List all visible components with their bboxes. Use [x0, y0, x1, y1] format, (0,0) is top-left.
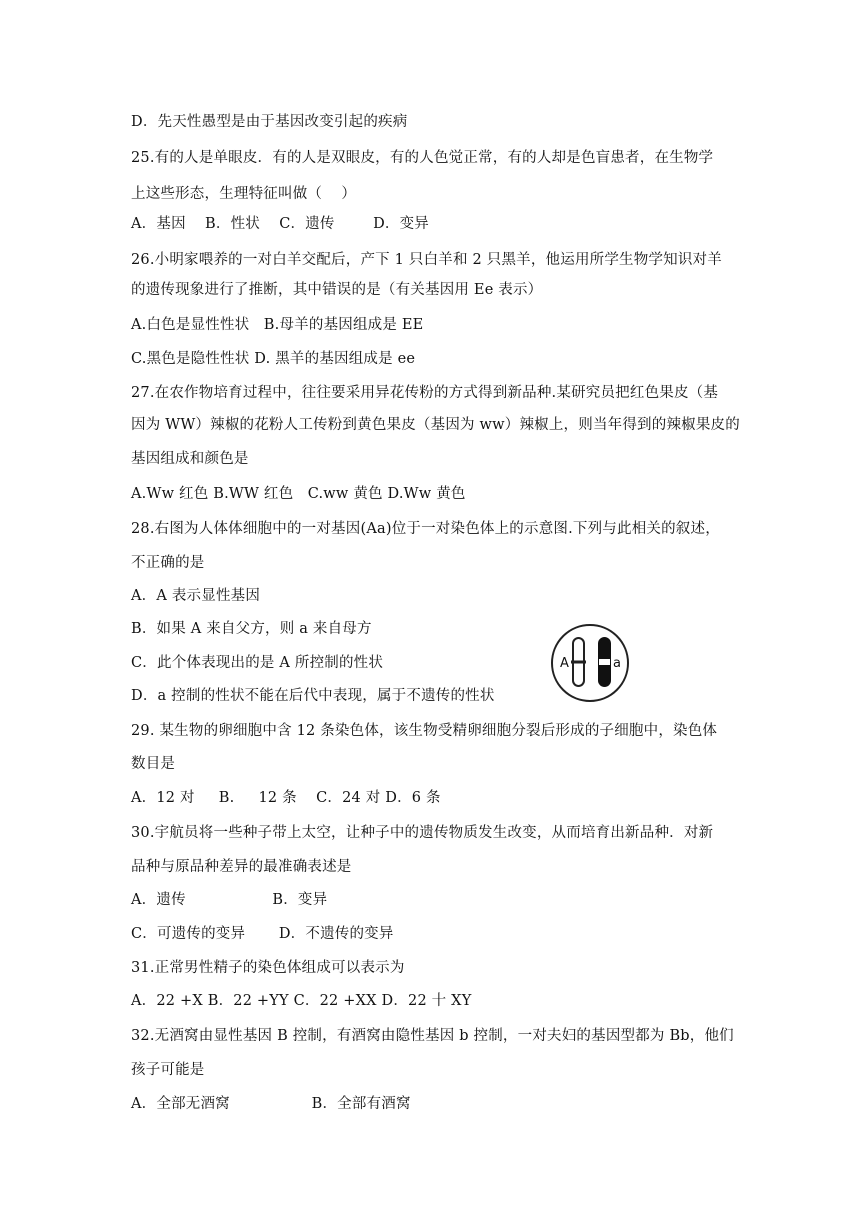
q32-stem-line2: 孩子可能是 [131, 1062, 205, 1078]
q26-stem-line1: 26.小明家喂养的一对白羊交配后，产下 1 只白羊和 2 只黑羊，他运用所学生物学知识对羊 [131, 252, 722, 268]
q30-stem-line2: 品种与原品种差异的最准确表述是 [131, 859, 352, 875]
q25-options: A．基因 B．性状 C．遗传 D．变异 [131, 216, 429, 232]
q28-option-c: C．此个体表现出的是 A 所控制的性状 [131, 655, 384, 671]
q30-options-ab: A．遗传 B．变异 [131, 892, 328, 908]
q30-stem-line1: 30.宇航员将一些种子带上太空，让种子中的遗传物质发生改变，从而培育出新品种．对新 [131, 825, 714, 841]
gene-label-a-dominant: A [560, 656, 569, 671]
q26-options-cd: C.黑色是隐性性状 D. 黑羊的基因组成是 ee [131, 351, 416, 367]
q28-stem-line1: 28.右图为人体体细胞中的一对基因(Aa)位于一对染色体上的示意图.下列与此相关的叙述， [131, 521, 720, 537]
q32-stem-line1: 32.无酒窝由显性基因 B 控制，有酒窝由隐性基因 b 控制，一对夫妇的基因型都为 Bb，他们 [131, 1028, 734, 1044]
q30-options-cd: C．可遗传的变异 D．不遗传的变异 [131, 926, 394, 942]
q31-stem: 31.正常男性精子的染色体组成可以表示为 [131, 960, 405, 976]
q28-stem-line2: 不正确的是 [131, 555, 205, 571]
q29-options: A．12 对 B. 12 条 C．24 对 D．6 条 [131, 790, 441, 806]
q32-options-ab: A．全部无酒窝 B．全部有酒窝 [131, 1096, 411, 1112]
q28-option-a: A．A 表示显性基因 [131, 588, 261, 604]
q28-option-d: D．a 控制的性状不能在后代中表现，属于不遗传的性状 [131, 688, 495, 704]
q29-stem-line1: 29. 某生物的卵细胞中含 12 条染色体，该生物受精卵细胞分裂后形成的子细胞中，染色体 [131, 723, 718, 739]
q25-stem-line2: 上这些形态，生理特征叫做（ ） [131, 186, 357, 202]
q25-stem-line1: 25.有的人是单眼皮．有的人是双眼皮，有的人色觉正常，有的人却是色盲患者，在生物学 [131, 150, 714, 166]
gene-locus-right [599, 659, 610, 665]
q28-option-b: B．如果 A 来自父方，则 a 来自母方 [131, 621, 372, 637]
q31-options: A．22 +X B．22 +YY C．22 +XX D．22 十 XY [131, 993, 472, 1009]
q26-options-ab: A.白色是显性性状 B.母羊的基因组成是 EE [131, 317, 424, 333]
q27-stem-line1: 27.在农作物培育过程中，往往要采用异花传粉的方式得到新品种.某研究员把红色果皮（基 [131, 385, 719, 401]
gene-label-a-recessive: a [613, 656, 621, 671]
q26-stem-line2: 的遗传现象进行了推断，其中错误的是（有关基因用 Ee 表示） [131, 282, 543, 298]
q27-stem-line2: 因为 WW）辣椒的花粉人工传粉到黄色果皮（基因为 ww）辣椒上，则当年得到的辣椒果皮的 [131, 417, 740, 433]
q27-stem-line3: 基因组成和颜色是 [131, 451, 249, 467]
q29-stem-line2: 数目是 [131, 756, 176, 772]
q27-options: A.Ww 红色 B.WW 红色 C.ww 黄色 D.Ww 黄色 [131, 486, 466, 502]
chromosome-pair-diagram [549, 622, 631, 704]
q24-option-d: D．先天性愚型是由于基因改变引起的疾病 [131, 114, 408, 130]
